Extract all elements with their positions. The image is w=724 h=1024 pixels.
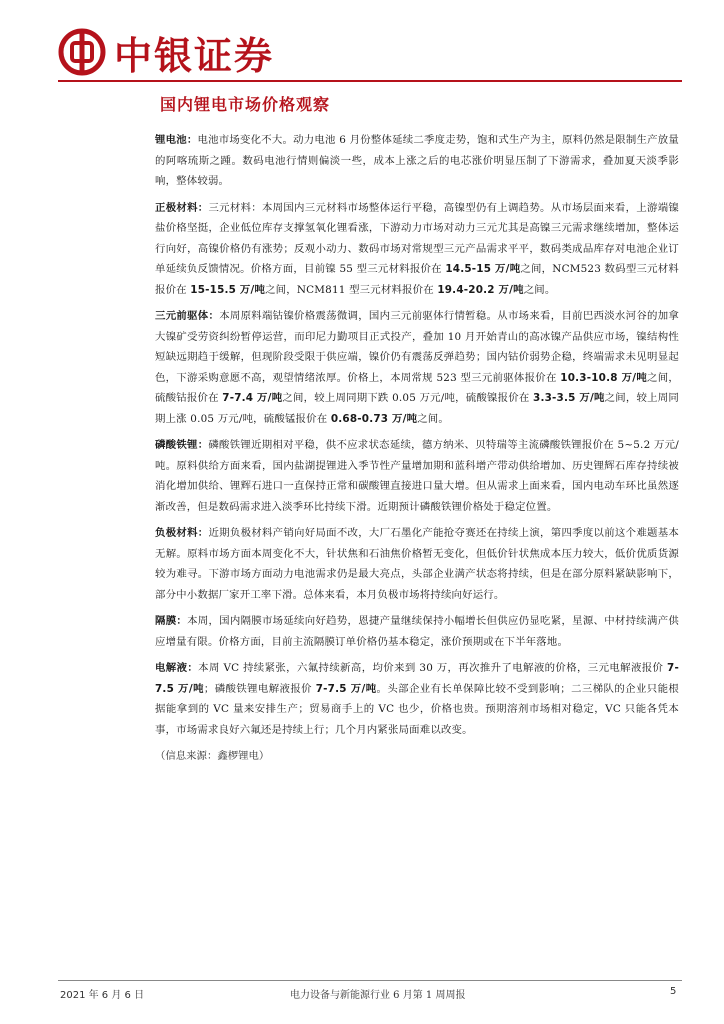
price-value: 19.4-20.2 万/吨 (437, 283, 524, 296)
paragraph-text: 。头部企业有长单保障比较不受到影响；二三梯队的企业只能根据能拿到的 VC 量来安排生产；贸易商手上的 VC 也少，价格也贵。预期溶剂市场相对稳定，VC 只能各凭本事，市场需求良好六氟还是持续上行；几个月内紧张局面难以改变。 (155, 682, 679, 736)
paragraph-text: 本周，国内隔膜市场延续向好趋势，恩捷产量继续保持小幅增长但供应仍显吃紧，星源、中材持续满产供应增量有限。价格方面，目前主流隔膜订单价格仍基本稳定，涨价预期或在下半年落地。 (155, 615, 679, 648)
paragraph-text: 本周 VC 持续紧张，六氟持续新高，均价来到 30 万，再次推升了电解液的价格，三元电解液报价 (198, 662, 668, 674)
footer-report-title: 电力设备与新能源行业 6 月第 1 周周报 (290, 990, 466, 1001)
price-value: 15-15.5 万/吨 (190, 283, 266, 296)
footer-date: 2021 年 6 月 6 日 (60, 990, 145, 1001)
price-value: 10.3-10.8 万/吨 (560, 371, 648, 384)
paragraph-text: 磷酸铁锂近期相对平稳，供不应求状态延续，德方纳米、贝特瑞等主流磷酸铁锂报价在 5~5.2 万元/吨。原料供给方面来看，国内盐湖提锂进入季节性产量增加期和蓝科增产带动供给增加、历史锂辉石库存持续被消化增加供给、锂辉石进口一直保持正常和碳酸锂直接进口量大增。但从需求上面来看，国内电动车环比虽然逐渐改善，但是数码需求进入淡季环比持续下滑。近期预计磷酸铁锂价格处于稳定位置。 (155, 439, 680, 513)
header-divider (58, 80, 682, 82)
paragraph-cathode (155, 198, 679, 301)
paragraph-lfp (155, 435, 679, 517)
paragraph-lead: 负极材料： (155, 527, 209, 539)
paragraph-lead: 锂电池： (155, 134, 198, 146)
paragraph-lead: 隔膜： (155, 615, 188, 627)
paragraph-text: 之间。 (523, 283, 556, 296)
paragraph-lead: 磷酸铁锂： (155, 439, 209, 451)
paragraph-precursor (155, 306, 679, 429)
price-value: 14.5-15 万/吨 (445, 263, 521, 275)
paragraph-anode (155, 523, 679, 605)
paragraph-text: 之间。 (417, 412, 449, 425)
paragraph-lead: 电解液： (155, 662, 199, 674)
brand-name: 中银证券 (114, 33, 275, 78)
paragraph-lead: 三元前驱体： (155, 310, 220, 322)
paragraph-text: 之间，NCM811 型三元材料报价在 (265, 283, 438, 296)
section-title: 国内锂电市场价格观察 (160, 95, 331, 114)
page-header (58, 26, 274, 78)
paragraph-text: 三元材料：本周国内三元材料市场整体运行平稳，高镍型仍有上调趋势。从市场层面来看，上游端镍盐价格坚挺，企业低位库存支撑氢氧化锂看涨，下游动力市场对动力三元尤其是高镍三元需求继续增加，整体运行向好，高镍价格仍有涨势；反观小动力、数码市场对常规型三元产品需求平平，数码类成品库存对电池企业订单延续负反馈情况。价格方面，目前镍 55 型三元材料报价在 (155, 201, 680, 275)
paragraph-text: 之间，较上周同期上涨 0.05 万元/吨，硫酸锰报价在 (155, 392, 679, 425)
page-number: 5 (670, 986, 677, 997)
paragraph-text: 电池市场变化不大。动力电池 6 月份整体延续二季度走势，饱和式生产为主，原料仍然是限制生产放量的阿喀琉斯之踵。数码电池行情则偏淡一些，成本上涨之后的电芯涨价明显压制了下游需求，叠加夏天淡季影响，整体较弱。 (155, 134, 679, 187)
price-value: 7-7.5 万/吨 (315, 682, 377, 695)
paragraph-text: 本周原料端钴镍价格震荡微调，国内三元前驱体行情暂稳。从市场来看，目前巴西淡水河谷的加拿大镍矿受劳资纠纷暂停运营，而印尼力勤项目正式投产，叠加 10 月开始青山的高冰镍产品供应市场，镍结构性短缺远期趋于缓解，但现阶段受限于供应端，镍价仍有震荡反弹趋势；国内钴价弱势企稳，终端需求未见明显起色，下游采购意愿不高，观望情绪浓厚。价格上，本周常规 523 型三元前驱体报价在 (155, 310, 679, 384)
paragraph-text: 之间，NCM523 数码型三元材料报价在 (155, 263, 679, 296)
paragraph-text: 之间，硫酸钴报价在 (155, 371, 679, 404)
bank-of-china-logo-icon (58, 28, 106, 76)
paragraph-battery (155, 130, 679, 192)
price-value: 3.3-3.5 万/吨 (533, 392, 605, 404)
paragraph-text: 近期负极材料产销向好局面不改，大厂石墨化产能抢夺赛还在持续上演，第四季度以前这个难题基本无解。原料市场方面本周变化不大，针状焦和石油焦价格暂无变化，但低价针状焦成本压力较大，低价优质货源较为难寻。下游市场方面动力电池需求仍是最大亮点，头部企业满产状态将持续，但是在部分原料紧缺影响下，部分中小数据厂家开工率下滑。总体来看，本月负极市场将持续向好运行。 (155, 527, 680, 601)
paragraph-separator (155, 611, 679, 652)
article-body (155, 130, 679, 766)
paragraph-electrolyte (155, 658, 679, 740)
source-note: （信息来源：鑫椤锂电） (155, 750, 270, 762)
price-value: 7-7.4 万/吨 (222, 392, 283, 404)
paragraph-text: ；磷酸铁锂电解液报价 (203, 682, 316, 695)
paragraph-lead: 正极材料： (155, 201, 209, 214)
footer-divider (58, 980, 682, 981)
paragraph-text: 之间，较上周同期下跌 0.05 万元/吨，硫酸镍报价在 (282, 392, 534, 404)
price-value: 0.68-0.73 万/吨 (330, 412, 418, 425)
price-value: 7-7.5 万/吨 (155, 662, 679, 695)
